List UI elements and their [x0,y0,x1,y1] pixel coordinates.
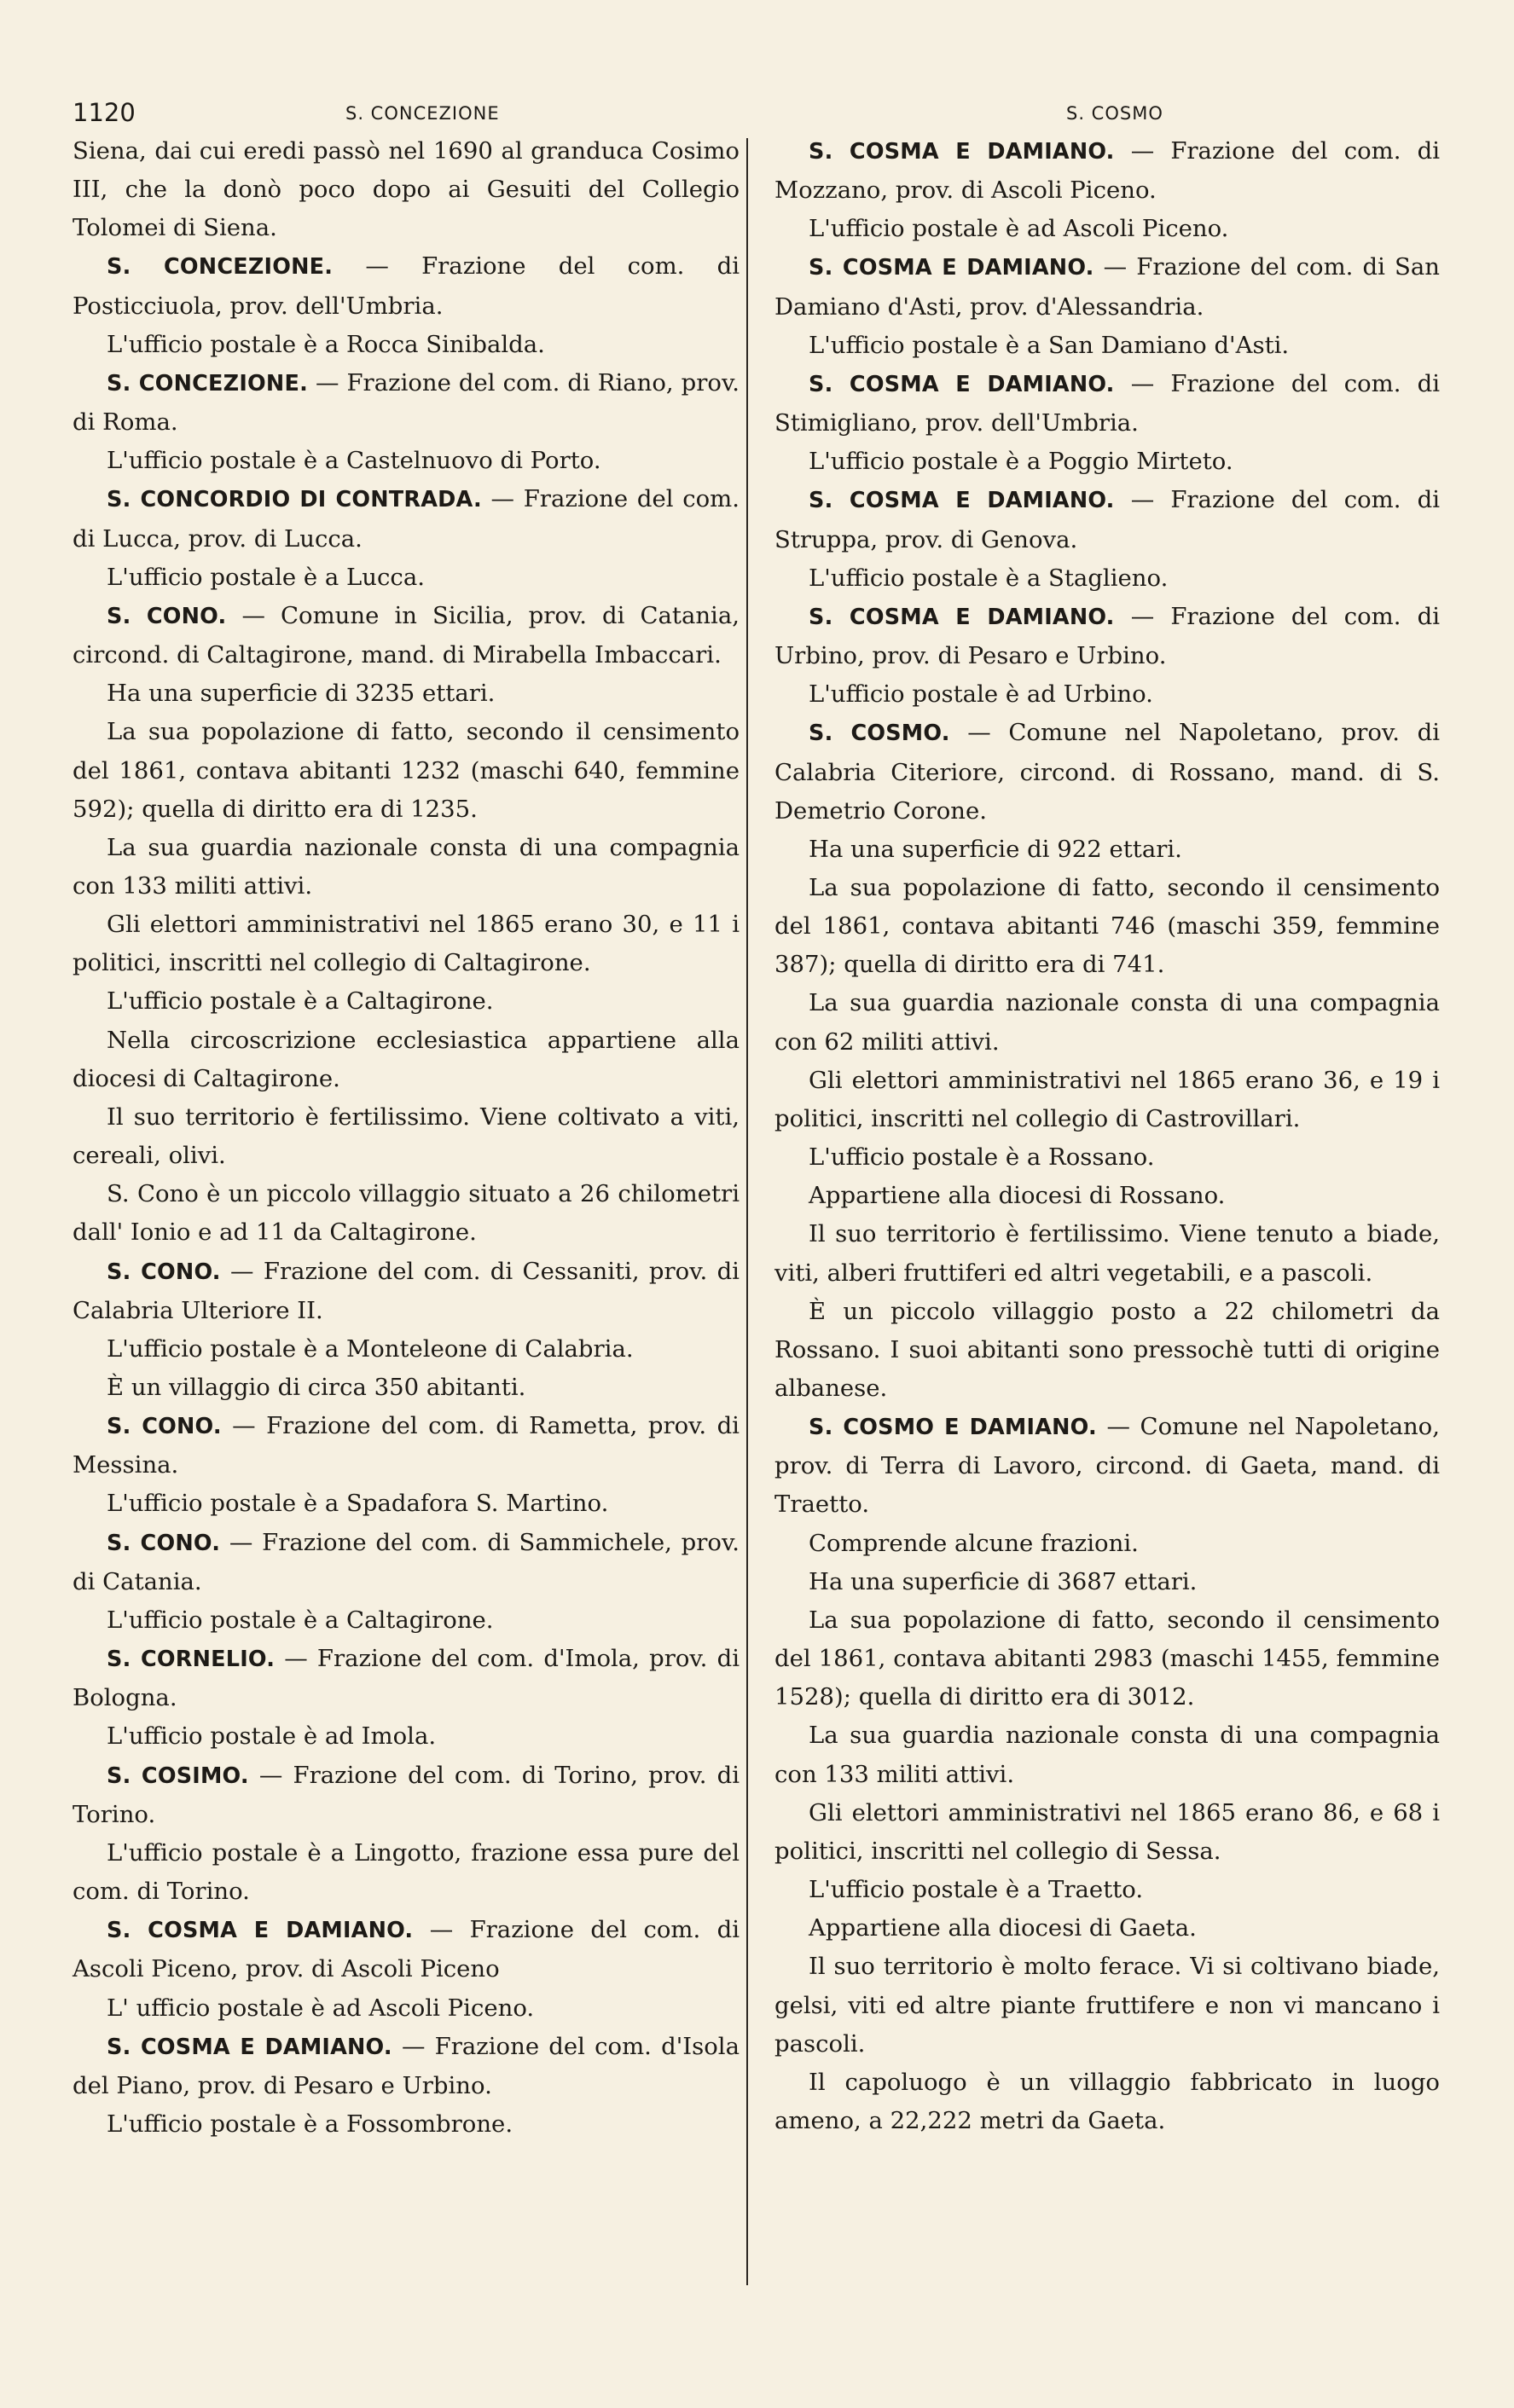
paragraph [73,480,740,558]
paragraph [73,1253,740,1330]
paragraph [774,1215,1440,1292]
paragraph [73,442,740,480]
entry-text: L'ufficio postale è a Rossano. [809,1143,1155,1172]
entry-text: Ha una superficie di 3687 ettari. [809,1567,1198,1595]
entry-text: — Frazione del com. di Urbino, prov. di Pesaro e Urbino. [774,602,1440,670]
entry-text: La sua popolazione di fatto, secondo il censimento del 1861, contava abitanti 746 (maschi 359, femmine 387); quella di diritto era di 741. [774,873,1440,979]
right-column [774,132,1440,2140]
paragraph [73,597,740,674]
paragraph [774,2064,1440,2140]
paragraph [774,1948,1440,2063]
paragraph [73,1407,740,1485]
entry-title: S. CONCORDIO DI CONTRADA. [107,487,482,513]
entry-text: S. Cono è un piccolo villaggio situato a 26 chilometri dall' Ionio e ad 11 da Caltagirone. [73,1180,740,1247]
paragraph [774,1293,1440,1408]
paragraph [73,1022,740,1098]
entry-text: La sua guardia nazionale consta di una compagnia con 62 militi attivi. [774,989,1440,1056]
entry-text: L'ufficio postale è a Rocca Sinibalda. [107,330,545,358]
entry-title: S. COSMA E DAMIANO. [809,488,1115,514]
entry-title: S. CONCEZIONE. [107,254,334,281]
column-divider [746,138,748,2285]
entry-title: S. CORNELIO. [107,1647,276,1673]
entry-text: L'ufficio postale è a Lingotto, frazione essa pure del com. di Torino. [73,1838,740,1906]
entry-text: L'ufficio postale è a Caltagirone. [107,1606,494,1634]
paragraph [774,327,1440,365]
paragraph [774,831,1440,869]
paragraph [73,982,740,1021]
entry-title: S. CONO. [107,1259,221,1285]
entry-text: — Frazione del com. d'Isola del Piano, prov. di Pesaro e Urbino. [73,2032,740,2099]
paragraph [774,1601,1440,1716]
paragraph [774,1871,1440,1909]
paragraph [774,365,1440,443]
paragraph [774,1062,1440,1138]
paragraph [73,1524,740,1601]
entry-text: Comprende alcune frazioni. [809,1529,1139,1557]
paragraph [774,132,1440,210]
entry-text: Gli elettori amministrativi nel 1865 erano 86, e 68 i politici, inscritti nel collegio di Sessa. [774,1798,1440,1865]
paragraph [73,247,740,325]
entry-text: Il suo territorio è fertilissimo. Viene tenuto a biade, viti, alberi fruttiferi ed altri vegetabili, e a pascoli. [774,1220,1440,1287]
paragraph [774,248,1440,326]
paragraph [73,1717,740,1756]
entry-text: — Comune in Sicilia, prov. di Catania, circond. di Caltagirone, mand. di Mirabella Imbaccari. [73,601,740,669]
paragraph [774,984,1440,1061]
entry-text: L'ufficio postale è a Fossombrone. [107,2110,513,2138]
paragraph [774,1408,1440,1524]
paragraph [73,2105,740,2144]
paragraph [774,1138,1440,1177]
entry-text: — Comune nel Napoletano, prov. di Calabria Citeriore, circond. di Rossano, mand. di S. Demetrio Corone. [774,719,1440,825]
entry-text: L'ufficio postale è a Poggio Mirteto. [809,448,1233,476]
paragraph [73,906,740,982]
entry-text: — Frazione del com. di Cessaniti, prov. di Calabria Ulteriore II. [73,1257,740,1324]
paragraph [73,829,740,906]
entry-title: S. COSIMO. [107,1763,249,1789]
entry-title: S. COSMA E DAMIANO. [809,604,1115,630]
entry-text: — Frazione del com. di Sammichele, prov. di Catania. [73,1528,740,1595]
paragraph [774,210,1440,248]
paragraph [73,559,740,597]
paragraph [73,132,740,247]
entry-text: Gli elettori amministrativi nel 1865 erano 36, e 19 i politici, inscritti nel collegio di Castrovillari. [774,1066,1440,1132]
entry-text: L'ufficio postale è a Monteleone di Calabria. [107,1334,634,1363]
entry-text: — Frazione del com. di Torino, prov. di Torino. [73,1761,740,1828]
left-column [73,132,740,2144]
paragraph [73,364,740,442]
entry-text: — Frazione del com. di Ascoli Piceno, prov. di Ascoli Piceno [73,1916,740,1983]
entry-text: Gli elettori amministrativi nel 1865 erano 30, e 11 i politici, inscritti nel collegio di Caltagirone. [73,911,740,977]
paragraph [73,1911,740,1988]
paragraph [73,2028,740,2105]
entry-text: Il suo territorio è molto ferace. Vi si coltivano biade, gelsi, viti ed altre piante fruttifere e non vi mancano i pascoli. [774,1953,1440,2058]
entry-text: L'ufficio postale è a Staglieno. [809,564,1169,592]
paragraph [774,1525,1440,1563]
entry-title: S. CONO. [107,603,227,629]
paragraph [73,326,740,364]
entry-text: La sua guardia nazionale consta di una compagnia con 133 militi attivi. [774,1722,1440,1788]
entry-text: Il suo territorio è fertilissimo. Viene coltivato a viti, cereali, olivi. [73,1103,740,1170]
paragraph [73,1757,740,1834]
paragraph [73,1601,740,1640]
page-number: 1120 [73,98,136,127]
paragraph [73,1369,740,1407]
paragraph [73,1834,740,1911]
entry-text: L'ufficio postale è a Castelnuovo di Porto. [107,447,601,475]
entry-text: È un piccolo villaggio posto a 22 chilometri da Rossano. I suoi abitanti sono pressochè tutti di origine albanese. [774,1297,1440,1402]
paragraph [73,1640,740,1717]
paragraph [73,1098,740,1175]
paragraph [774,1563,1440,1601]
entry-text: L' ufficio postale è ad Ascoli Piceno. [107,1994,535,2022]
entry-title: S. CONO. [107,1530,221,1556]
entry-text: Nella circoscrizione ecclesiastica appartiene alla diocesi di Caltagirone. [73,1026,740,1092]
entry-text: L'ufficio postale è a Traetto. [809,1876,1144,1904]
entry-title: S. CONCEZIONE. [107,370,308,397]
paragraph [73,1175,740,1252]
entry-text: — Frazione del com. di San Damiano d'Asti, prov. d'Alessandria. [774,253,1440,321]
paragraph [774,481,1440,559]
entry-text: È un villaggio di circa 350 abitanti. [107,1374,526,1401]
entry-title: S. COSMA E DAMIANO. [809,255,1094,281]
entry-text: Ha una superficie di 922 ettari. [809,835,1182,863]
entry-text: Il capoluogo è un villaggio fabbricato in luogo ameno, a 22,222 metri da Gaeta. [774,2068,1440,2134]
entry-title: S. COSMA E DAMIANO. [107,1918,414,1944]
paragraph [774,443,1440,481]
entry-text: La sua popolazione di fatto, secondo il censimento del 1861, contava abitanti 2983 (maschi 1455, femmine 1528); quella di diritto era di 3012. [774,1606,1440,1711]
entry-text: L'ufficio postale è a Caltagirone. [107,987,494,1016]
entry-text: L'ufficio postale è a San Damiano d'Asti. [809,331,1290,359]
running-head-left: S. CONCEZIONE [345,103,500,124]
entry-text: — Frazione del com. di Mozzano, prov. di Ascoli Piceno. [774,137,1440,205]
entry-text: Appartiene alla diocesi di Rossano. [809,1182,1226,1210]
paragraph [73,713,740,828]
entry-text: Ha una superficie di 3235 ettari. [107,680,496,708]
paragraph [774,869,1440,984]
entry-text: — Frazione del com. di Riano, prov. di Roma. [73,368,740,437]
entry-text: L'ufficio postale è ad Ascoli Piceno. [809,215,1229,243]
entry-title: S. COSMO. [809,721,950,747]
entry-text: Siena, dai cui eredi passò nel 1690 al granduca Cosimo III, che la donò poco dopo ai Gesuiti del Collegio Tolomei di Siena. [73,137,740,242]
entry-text: — Frazione del com. di Lucca, prov. di Lucca. [73,485,740,553]
entry-title: S. COSMO E DAMIANO. [809,1415,1097,1441]
entry-text: L'ufficio postale è ad Urbino. [809,680,1153,709]
entry-text: — Frazione del com. di Stimigliano, prov. dell'Umbria. [774,369,1440,437]
entry-title: S. CONO. [107,1414,222,1440]
entry-title: S. COSMA E DAMIANO. [809,371,1115,397]
paragraph [73,1485,740,1523]
running-head-right: S. COSMO [1066,103,1163,124]
paragraph [774,1716,1440,1793]
entry-text: La sua popolazione di fatto, secondo il censimento del 1861, contava abitanti 1232 (maschi 640, femmine 592); quella di diritto era di 1235. [73,718,740,823]
paragraph [73,674,740,713]
entry-title: S. COSMA E DAMIANO. [809,139,1115,165]
entry-text: L'ufficio postale è a Lucca. [107,563,425,591]
entry-text: — Frazione del com. di Struppa, prov. di Genova. [774,486,1440,553]
page-header [73,98,1441,132]
paragraph [73,1330,740,1369]
paragraph [73,1989,740,2028]
paragraph [774,1177,1440,1215]
entry-text: — Comune nel Napoletano, prov. di Terra di Lavoro, circond. di Gaeta, mand. di Traetto. [774,1413,1440,1519]
entry-text: — Frazione del com. d'Imola, prov. di Bologna. [73,1645,740,1712]
entry-text: L'ufficio postale è ad Imola. [107,1722,437,1751]
paragraph [774,1909,1440,1948]
paragraph [774,1794,1440,1871]
paragraph [774,559,1440,598]
entry-text: — Frazione del com. di Rametta, prov. di Messina. [73,1412,740,1479]
entry-text: — Frazione del com. di Posticciuola, prov. dell'Umbria. [73,252,740,320]
paragraph [774,598,1440,675]
paragraph [774,675,1440,714]
entry-text: L'ufficio postale è a Spadafora S. Martino. [107,1490,609,1518]
entry-text: Appartiene alla diocesi di Gaeta. [809,1914,1197,1942]
entry-title: S. COSMA E DAMIANO. [107,2034,392,2060]
entry-text: La sua guardia nazionale consta di una compagnia con 133 militi attivi. [73,833,740,900]
paragraph [774,714,1440,830]
